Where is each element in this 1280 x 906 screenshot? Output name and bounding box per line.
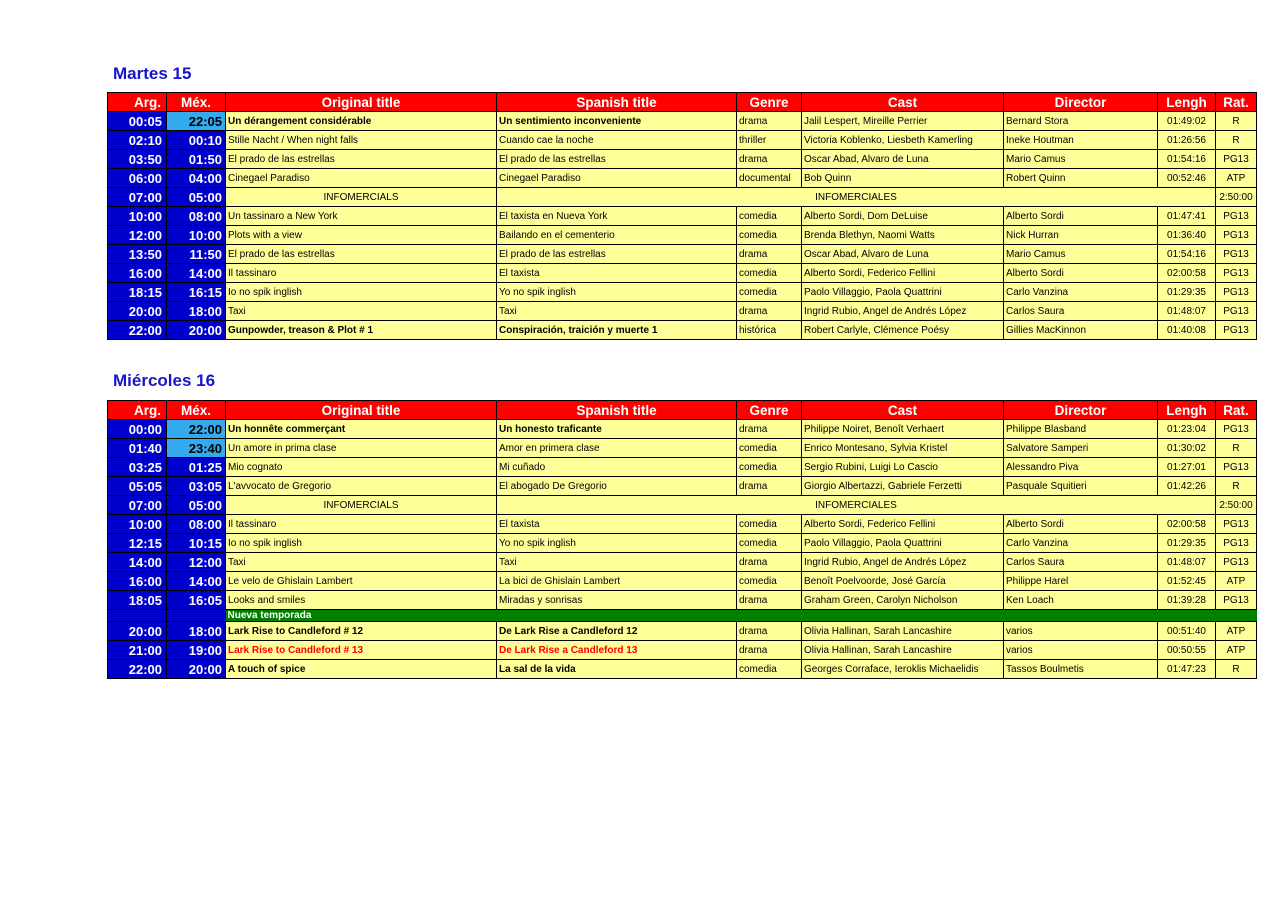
cast: Bob Quinn <box>802 169 1004 188</box>
rating: PG13 <box>1216 553 1257 572</box>
spanish-title: Un sentimiento inconveniente <box>497 112 737 131</box>
length: 01:49:02 <box>1158 112 1216 131</box>
original-title: Lark Rise to Candleford # 12 <box>226 622 497 641</box>
spanish-title: Taxi <box>497 553 737 572</box>
spanish-title: Bailando en el cementerio <box>497 226 737 245</box>
original-title: Io no spik inglish <box>226 283 497 302</box>
spanish-title: El taxista en Nueva York <box>497 207 737 226</box>
length: 01:39:28 <box>1158 591 1216 610</box>
rating: PG13 <box>1216 420 1257 439</box>
time-arg: 14:00 <box>108 553 167 572</box>
original-title: Il tassinaro <box>226 264 497 283</box>
header-genre: Genre <box>737 401 802 420</box>
rating: PG13 <box>1216 302 1257 321</box>
spanish-title: Conspiración, traición y muerte 1 <box>497 321 737 340</box>
time-arg: 00:00 <box>108 420 167 439</box>
spanish-title: El abogado De Gregorio <box>497 477 737 496</box>
spanish-title: Miradas y sonrisas <box>497 591 737 610</box>
length: 01:42:26 <box>1158 477 1216 496</box>
time-arg: 06:00 <box>108 169 167 188</box>
genre: comedia <box>737 515 802 534</box>
spanish-title: El taxista <box>497 264 737 283</box>
schedule-table-miercoles <box>107 400 1257 679</box>
spanish-title: Un honesto traficante <box>497 420 737 439</box>
original-title: El prado de las estrellas <box>226 245 497 264</box>
genre: drama <box>737 622 802 641</box>
time-arg: 16:00 <box>108 264 167 283</box>
length: 01:29:35 <box>1158 534 1216 553</box>
director: Bernard Stora <box>1004 112 1158 131</box>
original-title: Taxi <box>226 302 497 321</box>
genre: drama <box>737 112 802 131</box>
original-title: Looks and smiles <box>226 591 497 610</box>
schedule-row <box>108 420 1257 439</box>
schedule-row <box>108 302 1257 321</box>
time-mex: 10:15 <box>167 534 226 553</box>
spanish-title: El taxista <box>497 515 737 534</box>
time-mex: 16:15 <box>167 283 226 302</box>
schedule-row <box>108 515 1257 534</box>
original-title: Le velo de Ghislain Lambert <box>226 572 497 591</box>
cast: Robert Carlyle, Clémence Poésy <box>802 321 1004 340</box>
spanish-title: La bici de Ghislain Lambert <box>497 572 737 591</box>
schedule-row <box>108 207 1257 226</box>
header-genre: Genre <box>737 93 802 112</box>
header-mex: Méx. <box>167 401 226 420</box>
time-arg: 22:00 <box>108 321 167 340</box>
genre: thriller <box>737 131 802 150</box>
schedule-row <box>108 641 1257 660</box>
original-title: L'avvocato de Gregorio <box>226 477 497 496</box>
time-arg: 18:15 <box>108 283 167 302</box>
genre: comedia <box>737 534 802 553</box>
original-title: Io no spik inglish <box>226 534 497 553</box>
time-arg: 10:00 <box>108 207 167 226</box>
director: Carlo Vanzina <box>1004 283 1158 302</box>
time-mex: 12:00 <box>167 553 226 572</box>
time-mex: 16:05 <box>167 591 226 610</box>
cast: Oscar Abad, Alvaro de Luna <box>802 245 1004 264</box>
header-original-title: Original title <box>226 401 497 420</box>
schedule-row <box>108 496 1257 515</box>
schedule-day-1-title: Martes 15 <box>113 64 192 83</box>
director: Robert Quinn <box>1004 169 1158 188</box>
director: Ken Loach <box>1004 591 1158 610</box>
length: 01:48:07 <box>1158 302 1216 321</box>
header-spanish-title: Spanish title <box>497 93 737 112</box>
rating: PG13 <box>1216 150 1257 169</box>
header-original-title: Original title <box>226 93 497 112</box>
director: Alessandro Piva <box>1004 458 1158 477</box>
header-spanish-title: Spanish title <box>497 401 737 420</box>
genre: comedia <box>737 283 802 302</box>
schedule-row <box>108 660 1257 679</box>
rating: PG13 <box>1216 515 1257 534</box>
time-mex: 05:00 <box>167 188 226 207</box>
rating: PG13 <box>1216 321 1257 340</box>
director: Mario Camus <box>1004 245 1158 264</box>
spanish-title: Cinegael Paradiso <box>497 169 737 188</box>
spanish-title: El prado de las estrellas <box>497 150 737 169</box>
schedule-row <box>108 458 1257 477</box>
season-banner-row <box>108 610 1257 622</box>
original-title: Un honnête commerçant <box>226 420 497 439</box>
cast: Ingrid Rubio, Angel de Andrés López <box>802 302 1004 321</box>
genre: drama <box>737 553 802 572</box>
cast: Victoria Koblenko, Liesbeth Kamerling <box>802 131 1004 150</box>
length: 01:52:45 <box>1158 572 1216 591</box>
rating: ATP <box>1216 641 1257 660</box>
genre: documental <box>737 169 802 188</box>
schedule-table-martes <box>107 92 1257 340</box>
schedule-row <box>108 245 1257 264</box>
header-length: Lengh <box>1158 93 1216 112</box>
time-arg: 18:05 <box>108 591 167 610</box>
header-director: Director <box>1004 93 1158 112</box>
time-mex: 10:00 <box>167 226 226 245</box>
genre: drama <box>737 302 802 321</box>
spanish-title: Cuando cae la noche <box>497 131 737 150</box>
length: 00:50:55 <box>1158 641 1216 660</box>
length: 00:52:46 <box>1158 169 1216 188</box>
schedule-row <box>108 553 1257 572</box>
genre: drama <box>737 641 802 660</box>
cast: Ingrid Rubio, Angel de Andrés López <box>802 553 1004 572</box>
genre: comedia <box>737 264 802 283</box>
header-row <box>108 401 1257 420</box>
director: varios <box>1004 641 1158 660</box>
length: 01:54:16 <box>1158 150 1216 169</box>
rating: PG13 <box>1216 591 1257 610</box>
time-mex: 14:00 <box>167 572 226 591</box>
spanish-title: La sal de la vida <box>497 660 737 679</box>
schedule-row <box>108 477 1257 496</box>
time-arg: 13:50 <box>108 245 167 264</box>
rating: R <box>1216 477 1257 496</box>
schedule-row <box>108 188 1257 207</box>
length: 01:47:23 <box>1158 660 1216 679</box>
rating: PG13 <box>1216 207 1257 226</box>
director: Carlos Saura <box>1004 302 1158 321</box>
time-mex: 20:00 <box>167 660 226 679</box>
rating: ATP <box>1216 169 1257 188</box>
director: Pasquale Squitieri <box>1004 477 1158 496</box>
cast: Paolo Villaggio, Paola Quattrini <box>802 283 1004 302</box>
schedule-row <box>108 321 1257 340</box>
time-mex: 23:40 <box>167 439 226 458</box>
genre: drama <box>737 150 802 169</box>
time-mex: 14:00 <box>167 264 226 283</box>
length: 01:48:07 <box>1158 553 1216 572</box>
length: 01:36:40 <box>1158 226 1216 245</box>
rating: PG13 <box>1216 534 1257 553</box>
cast: Olivia Hallinan, Sarah Lancashire <box>802 641 1004 660</box>
director: Philippe Blasband <box>1004 420 1158 439</box>
genre: drama <box>737 477 802 496</box>
time-mex: 20:00 <box>167 321 226 340</box>
director: Carlo Vanzina <box>1004 534 1158 553</box>
length: 02:00:58 <box>1158 264 1216 283</box>
original-title: A touch of spice <box>226 660 497 679</box>
director: Salvatore Samperi <box>1004 439 1158 458</box>
cast: Enrico Montesano, Sylvia Kristel <box>802 439 1004 458</box>
schedule-row <box>108 169 1257 188</box>
spanish-title: Yo no spik inglish <box>497 283 737 302</box>
cast: Alberto Sordi, Dom DeLuise <box>802 207 1004 226</box>
time-mex: 11:50 <box>167 245 226 264</box>
cast: Olivia Hallinan, Sarah Lancashire <box>802 622 1004 641</box>
genre: comedia <box>737 458 802 477</box>
cast: Paolo Villaggio, Paola Quattrini <box>802 534 1004 553</box>
spanish-title: El prado de las estrellas <box>497 245 737 264</box>
spanish-title: Taxi <box>497 302 737 321</box>
genre: comedia <box>737 226 802 245</box>
time-arg: 01:40 <box>108 439 167 458</box>
director: Carlos Saura <box>1004 553 1158 572</box>
cast: Georges Corraface, Ieroklis Michaelidis <box>802 660 1004 679</box>
genre: comedia <box>737 660 802 679</box>
spanish-title: De Lark Rise a Candleford 13 <box>497 641 737 660</box>
time-arg: 10:00 <box>108 515 167 534</box>
season-time-cell <box>167 610 226 622</box>
cast: Oscar Abad, Alvaro de Luna <box>802 150 1004 169</box>
header-arg: Arg. <box>108 93 167 112</box>
original-title: INFOMERCIALS <box>226 496 497 515</box>
length: 2:50:00 <box>1216 496 1257 515</box>
time-arg: 02:10 <box>108 131 167 150</box>
header-row <box>108 93 1257 112</box>
header-mex: Méx. <box>167 93 226 112</box>
cast: Alberto Sordi, Federico Fellini <box>802 515 1004 534</box>
schedule-row <box>108 591 1257 610</box>
time-arg: 20:00 <box>108 622 167 641</box>
time-mex: 08:00 <box>167 207 226 226</box>
time-arg: 12:00 <box>108 226 167 245</box>
director: Tassos Boulmetis <box>1004 660 1158 679</box>
genre: comedia <box>737 207 802 226</box>
rating: R <box>1216 131 1257 150</box>
length: 01:40:08 <box>1158 321 1216 340</box>
genre: drama <box>737 245 802 264</box>
length: 01:54:16 <box>1158 245 1216 264</box>
time-mex: 18:00 <box>167 302 226 321</box>
time-arg: 22:00 <box>108 660 167 679</box>
cast: Benoît Poelvoorde, José García <box>802 572 1004 591</box>
length: 01:29:35 <box>1158 283 1216 302</box>
time-mex: 04:00 <box>167 169 226 188</box>
time-mex: 01:25 <box>167 458 226 477</box>
rating: PG13 <box>1216 226 1257 245</box>
director: Gillies MacKinnon <box>1004 321 1158 340</box>
time-arg: 03:25 <box>108 458 167 477</box>
original-title: Cinegael Paradiso <box>226 169 497 188</box>
schedule-row <box>108 264 1257 283</box>
genre: drama <box>737 591 802 610</box>
rating: PG13 <box>1216 245 1257 264</box>
original-title: Un dérangement considérable <box>226 112 497 131</box>
time-mex: 22:05 <box>167 112 226 131</box>
cast: Sergio Rubini, Luigi Lo Cascio <box>802 458 1004 477</box>
spanish-title: INFOMERCIALES <box>497 496 1216 515</box>
schedule-row <box>108 439 1257 458</box>
director: Nick Hurran <box>1004 226 1158 245</box>
director: Alberto Sordi <box>1004 207 1158 226</box>
time-arg: 07:00 <box>108 188 167 207</box>
header-arg: Arg. <box>108 401 167 420</box>
time-arg: 03:50 <box>108 150 167 169</box>
length: 01:47:41 <box>1158 207 1216 226</box>
director: Ineke Houtman <box>1004 131 1158 150</box>
original-title: El prado de las estrellas <box>226 150 497 169</box>
time-arg: 20:00 <box>108 302 167 321</box>
director: Alberto Sordi <box>1004 264 1158 283</box>
spanish-title: De Lark Rise a Candleford 12 <box>497 622 737 641</box>
cast: Graham Green, Carolyn Nicholson <box>802 591 1004 610</box>
original-title: Lark Rise to Candleford # 13 <box>226 641 497 660</box>
cast: Philippe Noiret, Benoît Verhaert <box>802 420 1004 439</box>
genre: drama <box>737 420 802 439</box>
rating: PG13 <box>1216 264 1257 283</box>
schedule-row <box>108 226 1257 245</box>
time-mex: 18:00 <box>167 622 226 641</box>
season-label: Nueva temporada <box>226 610 1257 622</box>
length: 01:27:01 <box>1158 458 1216 477</box>
length: 01:26:56 <box>1158 131 1216 150</box>
original-title: Un tassinaro a New York <box>226 207 497 226</box>
cast: Alberto Sordi, Federico Fellini <box>802 264 1004 283</box>
original-title: Gunpowder, treason & Plot # 1 <box>226 321 497 340</box>
genre: comedia <box>737 439 802 458</box>
time-mex: 22:00 <box>167 420 226 439</box>
spanish-title: Mi cuñado <box>497 458 737 477</box>
time-arg: 16:00 <box>108 572 167 591</box>
original-title: Stille Nacht / When night falls <box>226 131 497 150</box>
header-director: Director <box>1004 401 1158 420</box>
rating: PG13 <box>1216 283 1257 302</box>
time-mex: 03:05 <box>167 477 226 496</box>
spanish-title: Yo no spik inglish <box>497 534 737 553</box>
rating: R <box>1216 660 1257 679</box>
time-mex: 00:10 <box>167 131 226 150</box>
time-arg: 07:00 <box>108 496 167 515</box>
rating: PG13 <box>1216 458 1257 477</box>
original-title: INFOMERCIALS <box>226 188 497 207</box>
header-length: Lengh <box>1158 401 1216 420</box>
cast: Jalil Lespert, Mireille Perrier <box>802 112 1004 131</box>
length: 01:23:04 <box>1158 420 1216 439</box>
schedule-row <box>108 131 1257 150</box>
spanish-title: INFOMERCIALES <box>497 188 1216 207</box>
cast: Giorgio Albertazzi, Gabriele Ferzetti <box>802 477 1004 496</box>
header-rating: Rat. <box>1216 93 1257 112</box>
schedule-row <box>108 112 1257 131</box>
original-title: Mio cognato <box>226 458 497 477</box>
schedule-row <box>108 534 1257 553</box>
schedule-row <box>108 283 1257 302</box>
schedule-row <box>108 622 1257 641</box>
director: varios <box>1004 622 1158 641</box>
season-time-cell <box>108 610 167 622</box>
time-arg: 00:05 <box>108 112 167 131</box>
time-mex: 01:50 <box>167 150 226 169</box>
rating: R <box>1216 112 1257 131</box>
genre: histórica <box>737 321 802 340</box>
time-arg: 05:05 <box>108 477 167 496</box>
header-cast: Cast <box>802 93 1004 112</box>
rating: R <box>1216 439 1257 458</box>
length: 2:50:00 <box>1216 188 1257 207</box>
original-title: Un amore in prima clase <box>226 439 497 458</box>
length: 02:00:58 <box>1158 515 1216 534</box>
director: Alberto Sordi <box>1004 515 1158 534</box>
original-title: Il tassinaro <box>226 515 497 534</box>
genre: comedia <box>737 572 802 591</box>
original-title: Plots with a view <box>226 226 497 245</box>
time-arg: 12:15 <box>108 534 167 553</box>
schedule-day-2-title: Miércoles 16 <box>113 371 216 390</box>
spanish-title: Amor en primera clase <box>497 439 737 458</box>
director: Mario Camus <box>1004 150 1158 169</box>
original-title: Taxi <box>226 553 497 572</box>
length: 01:30:02 <box>1158 439 1216 458</box>
length: 00:51:40 <box>1158 622 1216 641</box>
cast: Brenda Blethyn, Naomi Watts <box>802 226 1004 245</box>
header-cast: Cast <box>802 401 1004 420</box>
rating: ATP <box>1216 622 1257 641</box>
time-arg: 21:00 <box>108 641 167 660</box>
time-mex: 19:00 <box>167 641 226 660</box>
schedule-row <box>108 572 1257 591</box>
director: Philippe Harel <box>1004 572 1158 591</box>
time-mex: 05:00 <box>167 496 226 515</box>
time-mex: 08:00 <box>167 515 226 534</box>
header-rating: Rat. <box>1216 401 1257 420</box>
rating: ATP <box>1216 572 1257 591</box>
schedule-row <box>108 150 1257 169</box>
